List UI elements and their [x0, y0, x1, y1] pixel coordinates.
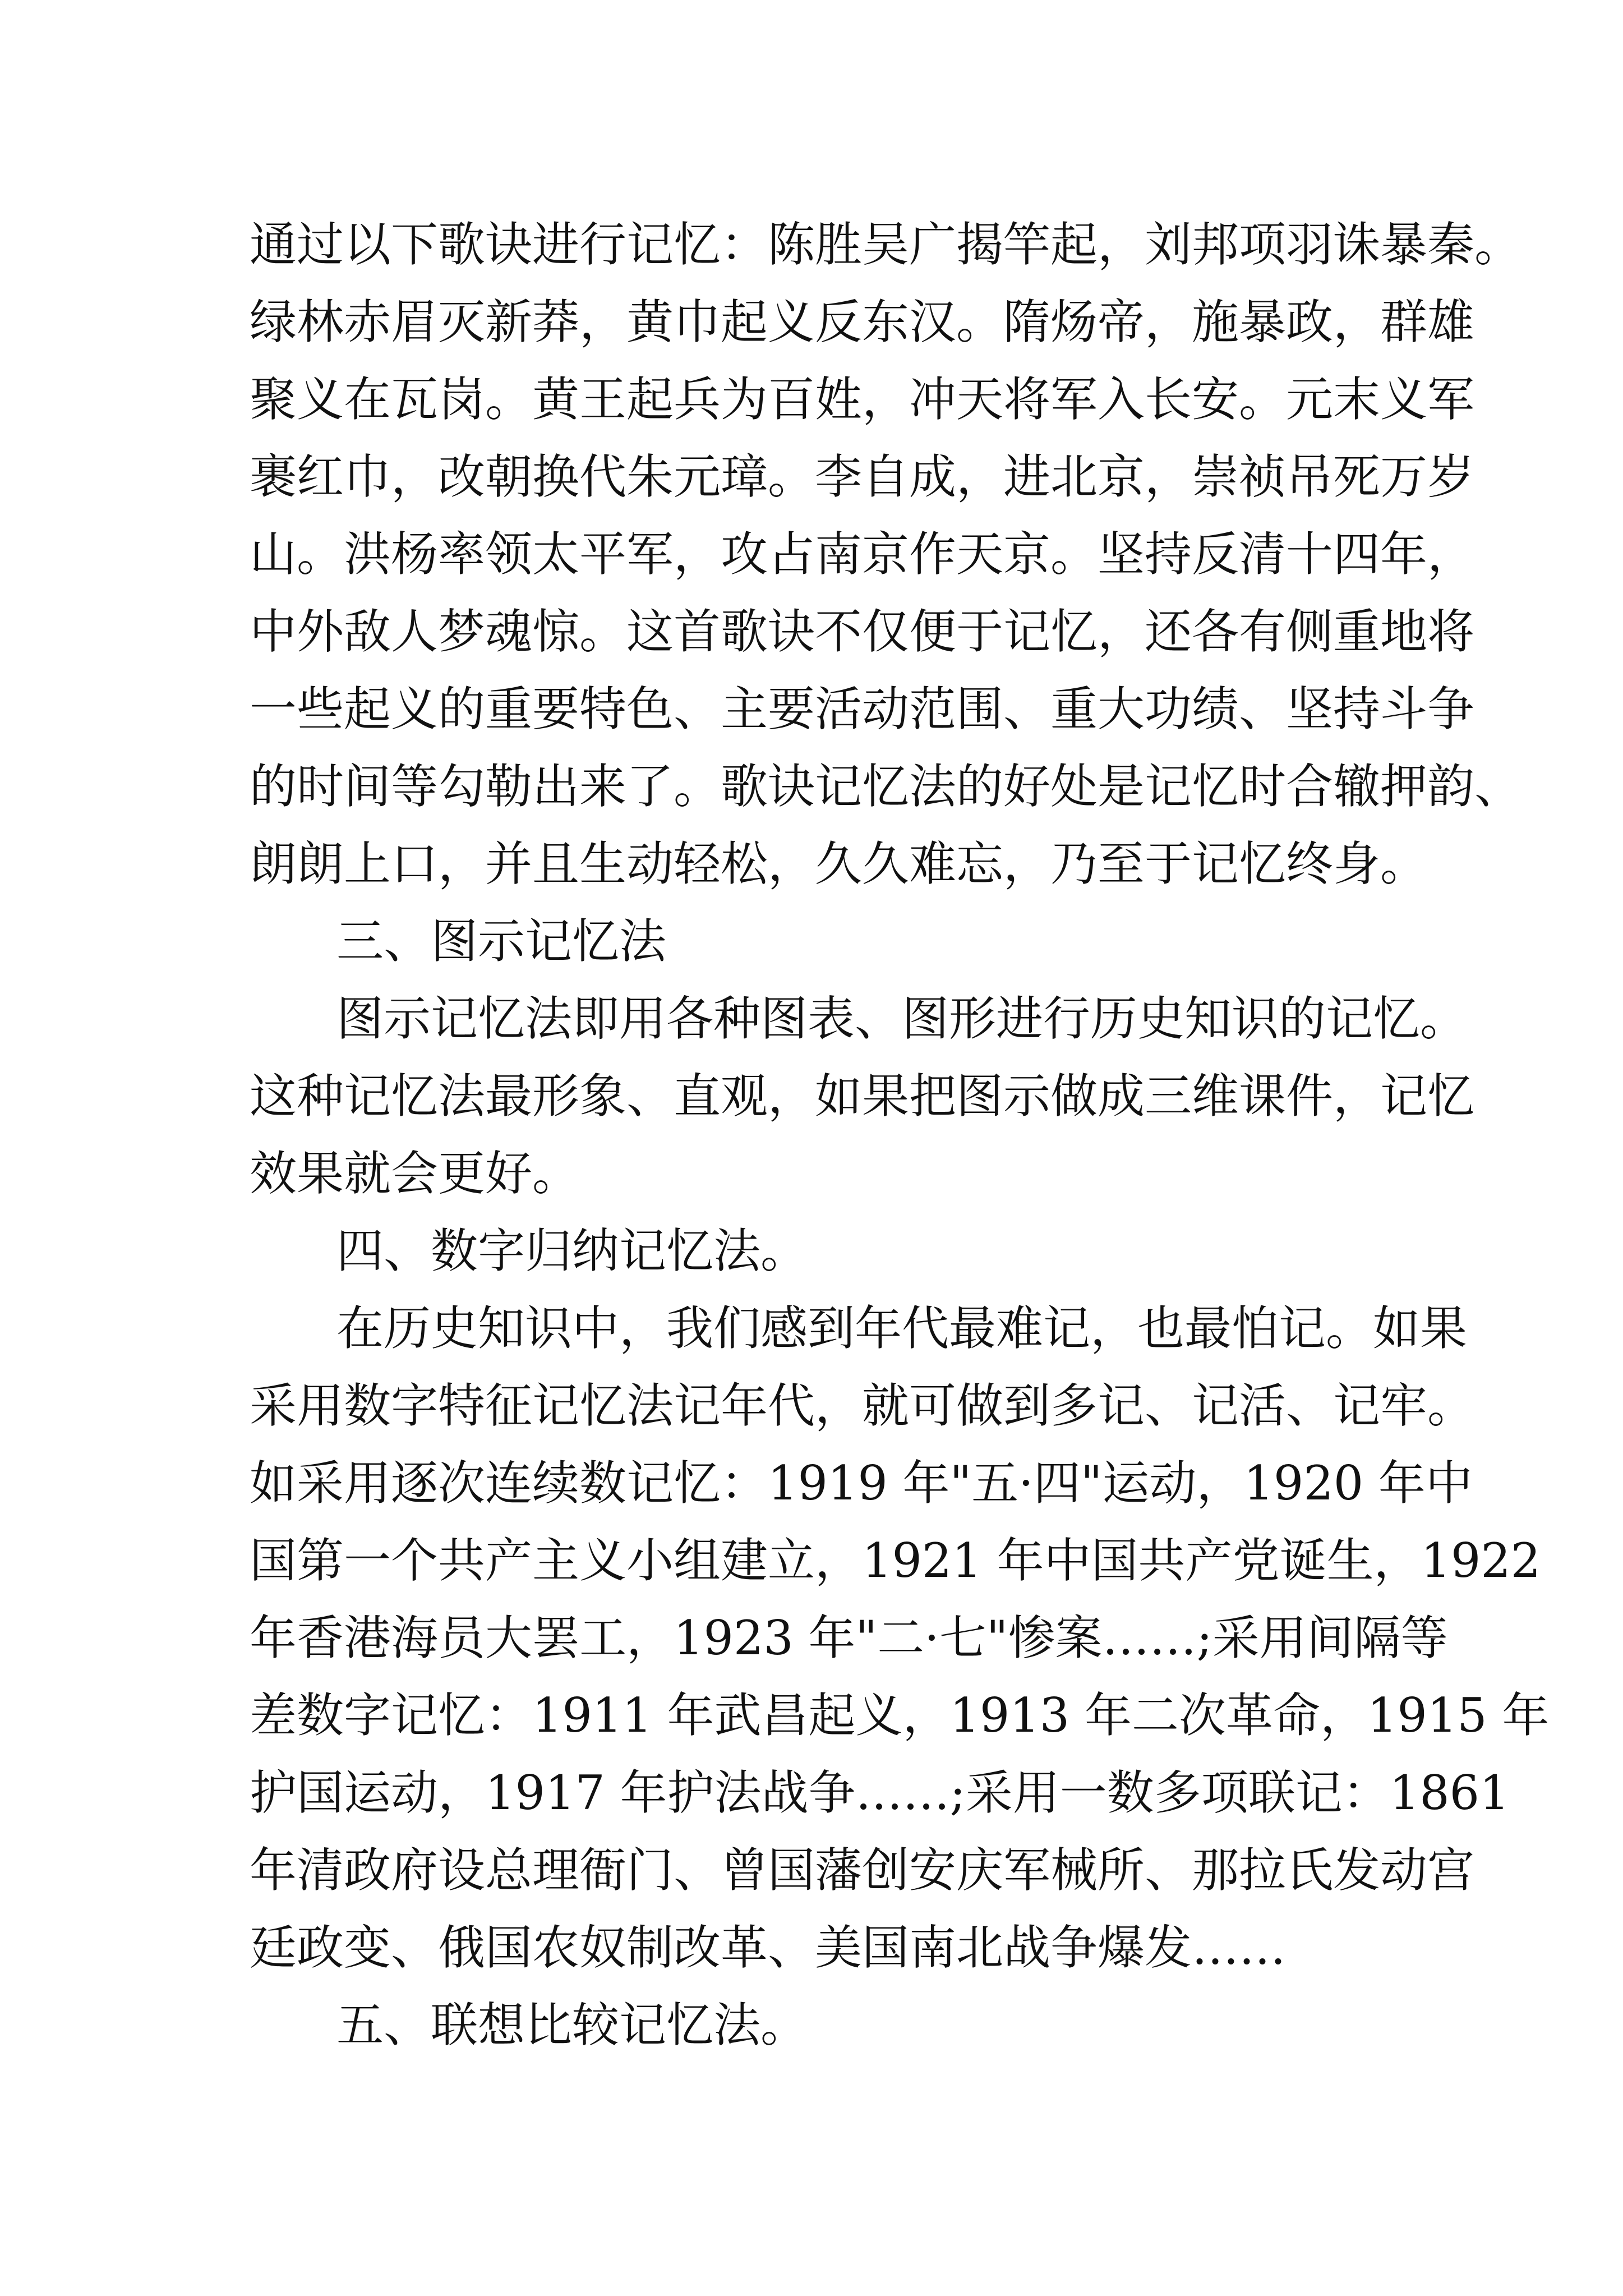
text-line: 年香港海员大罢工，1923 年"二·七"惨案……;采用间隔等 [250, 1611, 1448, 1665]
text-line: 山。洪杨率领太平军，攻占南京作天京。坚持反清十四年， [250, 527, 1475, 582]
text-line: 这种记忆法最形象、直观，如果把图示做成三维课件，记忆 [250, 1069, 1475, 1124]
text-line: 年清政府设总理衙门、曾国藩创安庆军械所、那拉氏发动宫 [250, 1843, 1475, 1898]
text-line: 在历史知识中，我们感到年代最难记，也最怕记。如果 [336, 1301, 1468, 1356]
text-line: 效果就会更好。 [250, 1146, 580, 1201]
section-heading: 三、图示记忆法 [336, 914, 667, 969]
text-line: 图示记忆法即用各种图表、图形进行历史知识的记忆。 [336, 991, 1468, 1046]
section-heading: 五、联想比较记忆法。 [336, 1998, 808, 2053]
text-line: 裹红巾，改朝换代朱元璋。李自成，进北京，崇祯吊死万岁 [250, 449, 1475, 504]
text-line: 廷政变、俄国农奴制改革、美国南北战争爆发…… [250, 1920, 1287, 1975]
text-line: 一些起义的重要特色、主要活动范围、重大功绩、坚持斗争 [250, 682, 1475, 737]
text-line: 聚义在瓦岗。黄王起兵为百姓，冲天将军入长安。元末义军 [250, 372, 1475, 427]
section-heading: 四、数字归纳记忆法。 [336, 1223, 808, 1278]
text-line: 采用数字特征记忆法记年代，就可做到多记、记活、记牢。 [250, 1378, 1475, 1433]
text-line: 国第一个共产主义小组建立，1921 年中国共产党诞生，1922 [250, 1533, 1541, 1588]
text-line: 通过以下歌诀进行记忆：陈胜吴广揭竿起，刘邦项羽诛暴秦。 [250, 217, 1522, 272]
text-line: 如采用逐次连续数记忆：1919 年"五·四"运动，1920 年中 [250, 1456, 1473, 1511]
text-line: 绿林赤眉灭新莽，黄巾起义反东汉。隋炀帝，施暴政，群雄 [250, 295, 1475, 349]
text-line: 差数字记忆：1911 年武昌起义，1913 年二次革命，1915 年 [250, 1688, 1550, 1743]
text-line: 朗朗上口，并且生动轻松，久久难忘，乃至于记忆终身。 [250, 836, 1428, 891]
text-line: 护国运动，1917 年护法战争……;采用一数多项联记：1861 [250, 1765, 1510, 1820]
text-line: 的时间等勾勒出来了。歌诀记忆法的好处是记忆时合辙押韵、 [250, 759, 1522, 814]
text-line: 中外敌人梦魂惊。这首歌诀不仅便于记忆，还各有侧重地将 [250, 604, 1475, 659]
